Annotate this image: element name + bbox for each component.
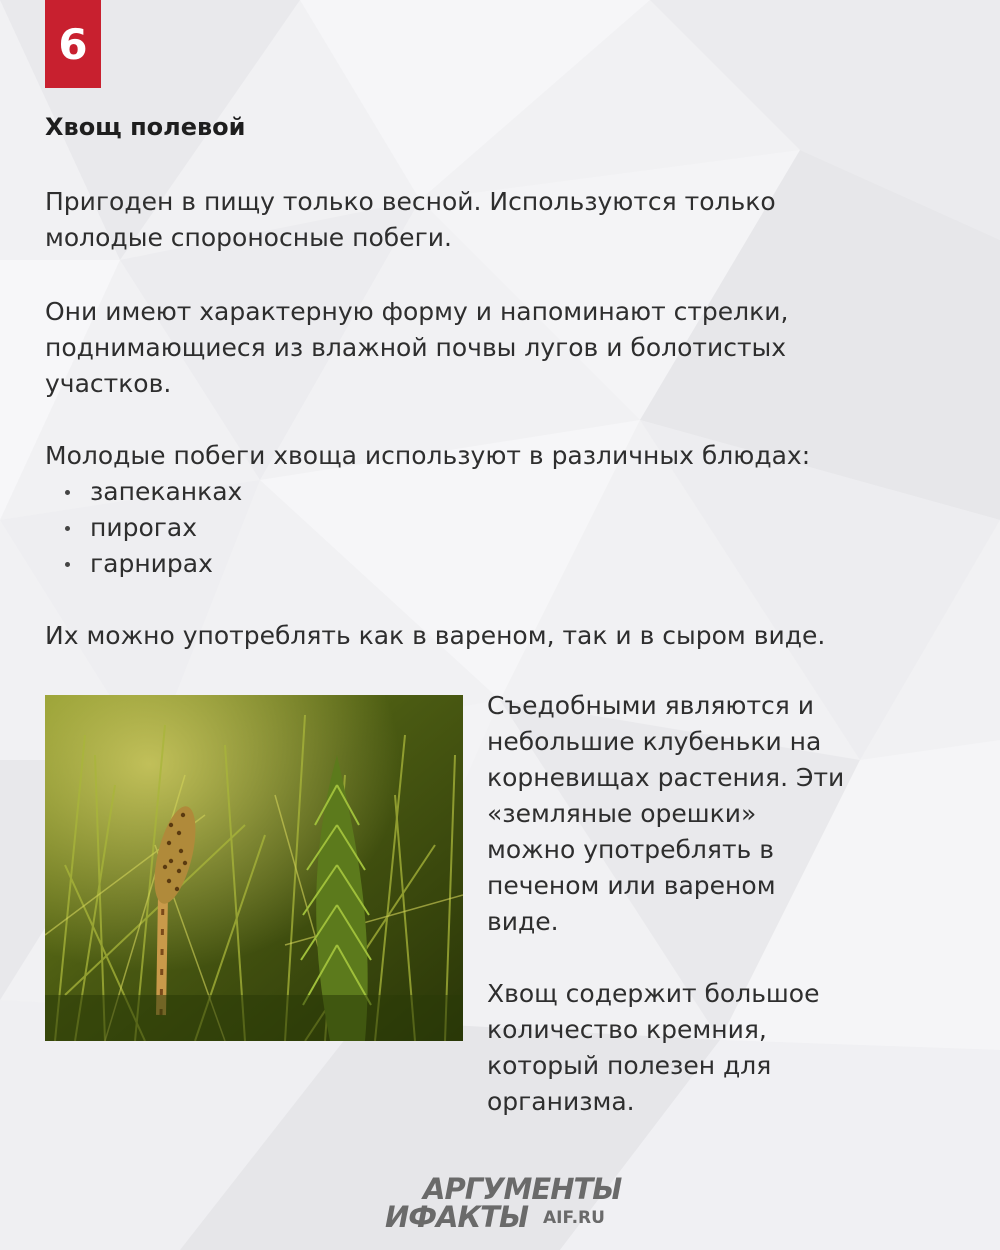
list-item: запеканках: [45, 474, 242, 510]
text-line: поднимающиеся из влажной почвы лугов и болотистых: [45, 333, 787, 362]
text-line: печеном или вареном: [487, 871, 776, 900]
text-line: Пригоден в пищу только весной. Используются только: [45, 187, 776, 216]
paragraph-raw-cooked: Их можно употреблять как в вареном, так и в сыром виде.: [45, 621, 826, 650]
text-line: организма.: [487, 1087, 635, 1116]
text-line: количество кремния,: [487, 1015, 767, 1044]
text-line: небольшие клубеньки на: [487, 727, 822, 756]
dishes-list: [45, 474, 242, 582]
list-item: пирогах: [45, 510, 242, 546]
text-line: Съедобными являются и: [487, 691, 815, 720]
text-line: «земляные орешки»: [487, 799, 757, 828]
text-line: который полезен для: [487, 1051, 772, 1080]
logo-line-1: АРГУМЕНТЫ: [423, 1172, 622, 1206]
logo-site: AIF.RU: [543, 1208, 605, 1228]
page-title: Хвощ полевой: [45, 113, 246, 141]
paragraph-shape: [45, 294, 788, 402]
list-item: гарнирах: [45, 546, 242, 582]
slide-number-badge: 6: [45, 0, 101, 88]
text-line: можно употреблять в: [487, 835, 774, 864]
text-line: Они имеют характерную форму и напоминают стрелки,: [45, 297, 789, 326]
paragraph-dishes-intro: Молодые побеги хвоща используют в различных блюдах:: [45, 441, 811, 470]
text-line: виде.: [487, 907, 559, 936]
aif-logo: [383, 1172, 643, 1232]
logo-line-2: ИФАКТЫ: [385, 1200, 529, 1234]
paragraph-spring-use: [45, 184, 776, 256]
paragraph-silicon: [487, 976, 967, 1120]
text-line: участков.: [45, 369, 172, 398]
text-line: молодые спороносные побеги.: [45, 223, 452, 252]
paragraph-tubers: [487, 688, 967, 940]
text-line: Хвощ содержит большое: [487, 979, 820, 1008]
horsetail-photo: [45, 695, 463, 1041]
text-line: корневищах растения. Эти: [487, 763, 845, 792]
